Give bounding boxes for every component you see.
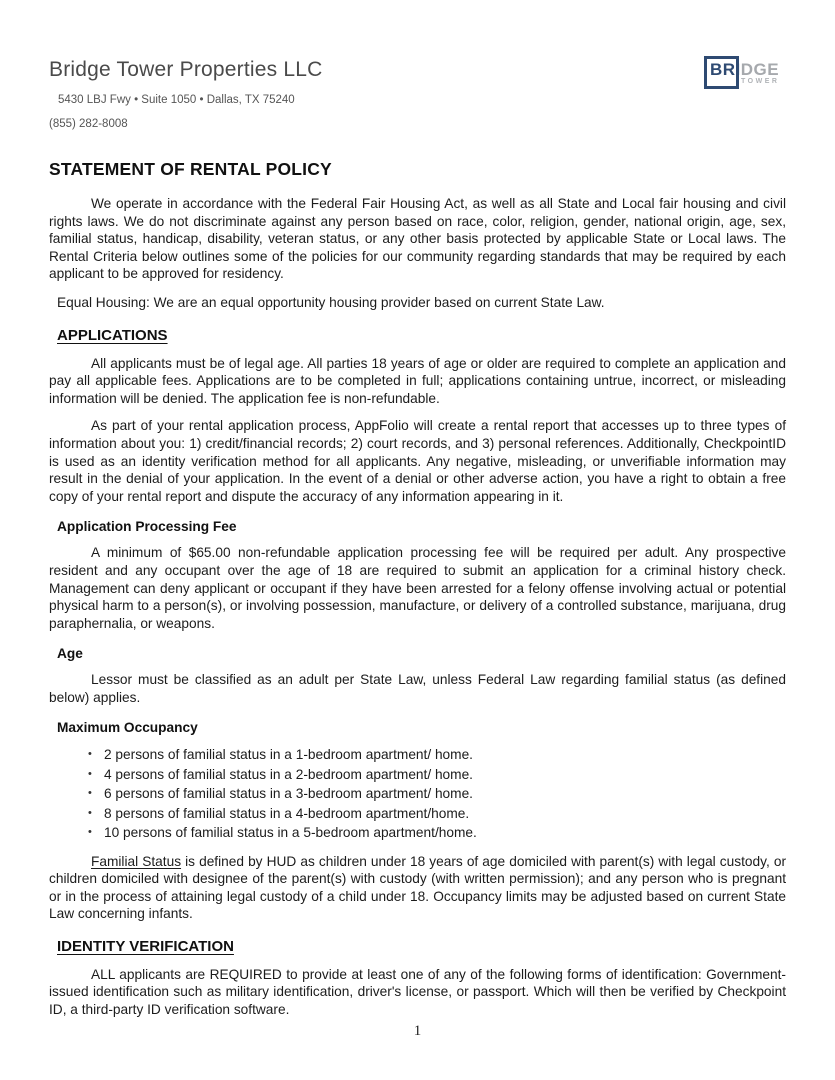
application-processing-fee-paragraph: A minimum of $65.00 non-refundable application processing fee will be required per adult. Any prospective resident and any occupant over the age of 18 are required to submit an application for a criminal history check. Management can deny applicant or occupant if they have been arrested for a felony offense involving actual or potential physical harm to a person(s), or involving possession, manufacture, or delivery of a controlled substance, marijuana, drug paraphernalia, or weapons. — [49, 545, 786, 631]
occupancy-bullet-item: • 10 persons of familial status in a 5-bedroom apartment/home. — [87, 823, 786, 842]
logo-subtext: TOWER — [741, 78, 780, 85]
section-identity-verification — [49, 923, 786, 1019]
age-paragraph: Lessor must be classified as an adult per State Law, unless Federal Law regarding familial status (as defined below) applies. — [49, 672, 786, 705]
age-heading: Age — [57, 646, 83, 662]
applications-paragraph-2: As part of your rental application process, AppFolio will create a rental report that accesses up to three types of information about you: 1) credit/financial records; 2) court records, and 3) personal references. Additionally, CheckpointID is used as an identity verification method for all applicants. Any negative, misleading, or unverifiable information may result in the denial of your application. In the event of a denial or other adverse action, you have a right to obtain a free copy of your rental report and dispute the accuracy of any information appearing in it. — [49, 418, 786, 504]
occupancy-bullet-item: • 6 persons of familial status in a 3-bedroom apartment/ home. — [87, 784, 786, 803]
familial-status-paragraph — [49, 853, 786, 923]
page-title: STATEMENT OF RENTAL POLICY — [49, 159, 332, 179]
logo-wordmark — [710, 60, 779, 80]
logo-text-secondary: DGE — [740, 60, 780, 79]
familial-status-definition: is defined by HUD as children under 18 years of age domiciled with parent(s) with legal custody, or children domiciled with designee of the parent(s) with custody (with written permission); and any person who is pregnant or in the process of attaining legal custody of a child under 18. Occupancy limits may be adjusted based on current State Law concerning infants. — [49, 853, 787, 922]
equal-housing-line: Equal Housing: We are an equal opportunity housing provider based on current State Law. — [57, 294, 605, 310]
bridge-tower-logo — [704, 54, 782, 96]
maximum-occupancy-heading: Maximum Occupancy — [57, 720, 198, 736]
identity-verification-paragraph: ALL applicants are REQUIRED to provide at least one of any of the following forms of identification: Government-issued identification such as military identification, driver's license, or passport. Which will then be verified by Checkpoint ID, a third-party ID verification software. — [49, 966, 786, 1018]
familial-status-term: Familial Status — [91, 853, 182, 869]
occupancy-bullet-list — [87, 745, 786, 842]
company-phone: (855) 282-8008 — [49, 118, 128, 130]
applications-paragraph-1: All applicants must be of legal age. All parties 18 years of age or older are required to complete an application and pay all applicable fees. Applications are to be completed in full; applications containing untrue, incorrect, or misleading information will be denied. The application fee is non-refundable. — [49, 355, 786, 406]
section-applications — [49, 312, 786, 923]
occupancy-bullet-item: • 8 persons of familial status in a 4-bedroom apartment/home. — [87, 804, 786, 823]
company-name: Bridge Tower Properties LLC — [49, 58, 323, 81]
document-header — [49, 58, 786, 130]
logo-text-primary: BRI — [710, 60, 741, 79]
page-number: 1 — [413, 1023, 422, 1039]
intro-paragraph: We operate in accordance with the Federal Fair Housing Act, as well as all State and Local fair housing and civil rights laws. We do not discriminate against any person based on race, color, religion, gender, national origin, age, sex, familial status, handicap, disability, veteran status, or any other basis protected by applicable State or Local laws. The Rental Criteria below outlines some of the policies for our community regarding standards that may be required by each applicant to be approved for residency. — [49, 196, 786, 282]
occupancy-bullet-item: • 2 persons of familial status in a 1-bedroom apartment/ home. — [87, 745, 786, 764]
application-processing-fee-heading: Application Processing Fee — [57, 519, 237, 535]
occupancy-bullet-item: • 4 persons of familial status in a 2-bedroom apartment/ home. — [87, 765, 786, 784]
company-address: 5430 LBJ Fwy • Suite 1050 • Dallas, TX 75240 — [58, 94, 295, 106]
applications-heading: APPLICATIONS — [57, 326, 168, 344]
identity-verification-heading: IDENTITY VERIFICATION — [57, 937, 234, 955]
